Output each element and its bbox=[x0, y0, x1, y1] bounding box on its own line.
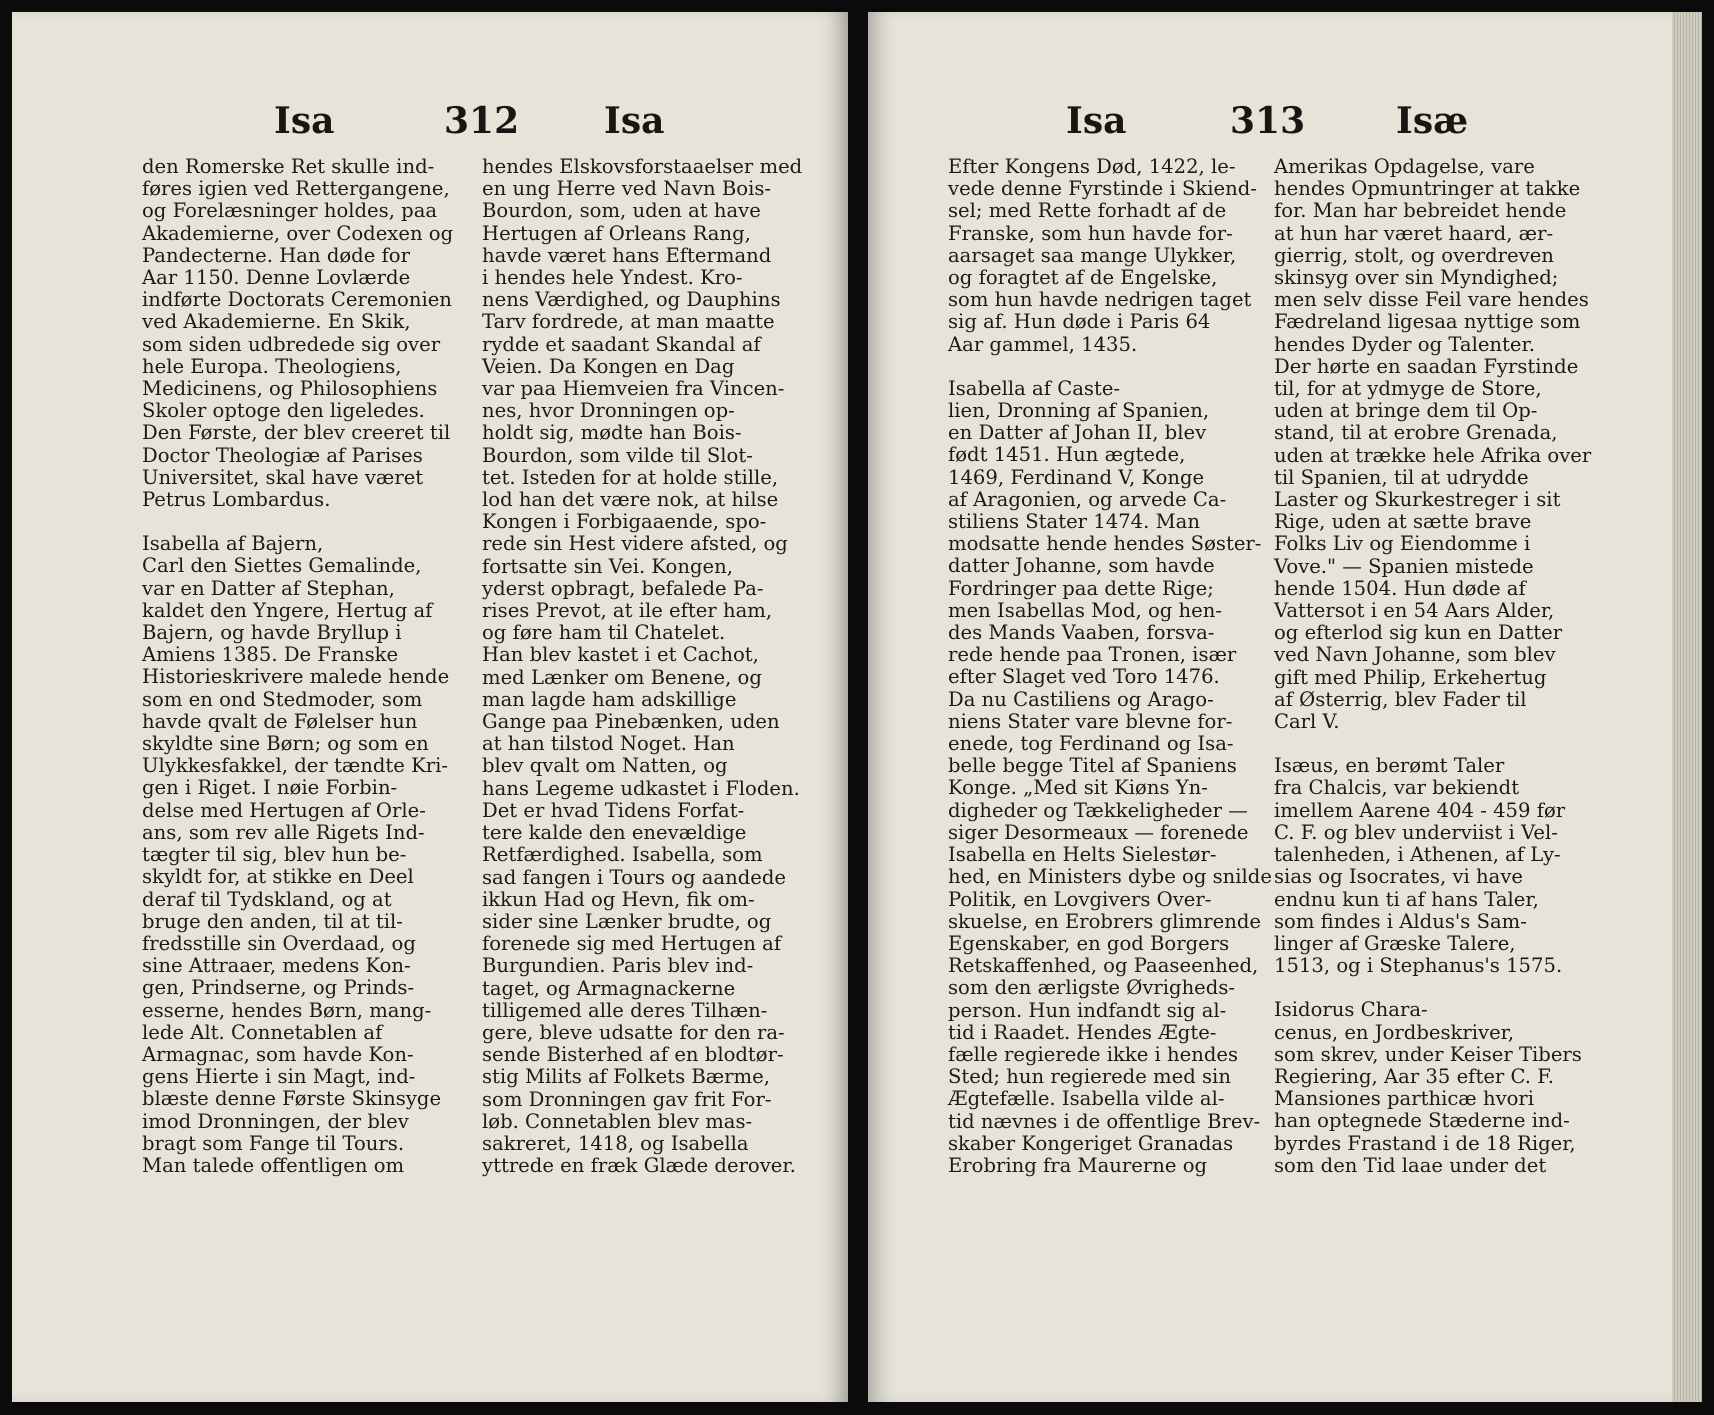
text-line: Kongen i Forbigaaende, spo- bbox=[482, 510, 767, 534]
text-line: som en ond Stedmoder, som bbox=[142, 687, 423, 711]
text-line: Den Første, der blev creeret til bbox=[142, 421, 451, 445]
text-line: sig af. Hun døde i Paris 64 bbox=[948, 310, 1211, 334]
text-line: 1513, og i Stephanus's 1575. bbox=[1274, 954, 1563, 978]
text-line: Bourdon, som, uden at have bbox=[482, 199, 761, 223]
text-line: Rige, uden at sætte brave bbox=[1274, 510, 1532, 534]
left-page-header-word-left: Isa bbox=[274, 100, 335, 142]
text-line: tet. Isteden for at holde stille, bbox=[482, 465, 779, 489]
text-line: modsatte hende hendes Søster- bbox=[948, 532, 1262, 556]
text-line: gens Hierte i sin Magt, ind- bbox=[142, 1065, 416, 1089]
left-page-number: 312 bbox=[444, 100, 520, 142]
text-line: Konge. „Med sit Kiøns Yn- bbox=[948, 776, 1208, 800]
text-line: havde qvalt de Følelser hun bbox=[142, 709, 418, 733]
text-line: blev qvalt om Natten, og bbox=[482, 754, 728, 778]
text-line: linger af Græske Talere, bbox=[1274, 931, 1516, 955]
text-line: Fædreland ligesaa nyttige som bbox=[1274, 310, 1581, 334]
text-line: Bourdon, som vilde til Slot- bbox=[482, 443, 753, 467]
text-line: taget, og Armagnackerne bbox=[482, 976, 736, 1000]
text-line: sider sine Lænker brudte, og bbox=[482, 909, 772, 933]
text-line: skuelse, en Erobrers glimrende bbox=[948, 909, 1261, 933]
text-line: siger Desormeaux — forenede bbox=[948, 820, 1249, 844]
text-line: belle begge Titel af Spaniens bbox=[948, 754, 1237, 778]
text-line: yderst opbragt, befalede Pa- bbox=[482, 576, 764, 600]
text-line: stand, til at erobre Grenada, bbox=[1274, 421, 1558, 445]
text-line: vede denne Fyrstinde i Skiend- bbox=[948, 177, 1257, 201]
text-line: skinsyg over sin Myndighed; bbox=[1274, 266, 1559, 290]
text-line: yttrede en fræk Glæde derover. bbox=[482, 1154, 796, 1178]
text-line: Tarv fordrede, at man maatte bbox=[482, 310, 775, 334]
text-line: han optegnede Stæderne ind- bbox=[1274, 1109, 1570, 1133]
text-line: skyldte sine Børn; og som en bbox=[142, 732, 429, 756]
text-line: fortsatte sin Vei. Kongen, bbox=[482, 554, 733, 578]
text-line: Ulykkesfakkel, der tændte Kri- bbox=[142, 754, 449, 778]
text-line: byrdes Frastand i de 18 Riger, bbox=[1274, 1131, 1576, 1155]
text-line: imod Dronningen, der blev bbox=[142, 1109, 409, 1133]
text-line: Hertugen af Orleans Rang, bbox=[482, 221, 751, 245]
text-line: kaldet den Yngere, Hertug af bbox=[142, 598, 433, 622]
text-line: holdt sig, mødte han Bois- bbox=[482, 421, 742, 445]
text-line: gen i Riget. I nøie Forbin- bbox=[142, 776, 398, 800]
text-line: uden at trække hele Afrika over bbox=[1274, 443, 1592, 467]
left-page bbox=[12, 12, 848, 1402]
right-page-header-word-left: Isa bbox=[1066, 100, 1127, 142]
text-line: esserne, hendes Børn, mang- bbox=[142, 998, 432, 1022]
text-line: Efter Kongens Død, 1422, le- bbox=[948, 155, 1236, 178]
right-page-header-word-right: Isæ bbox=[1396, 100, 1469, 142]
text-line: i hendes hele Yndest. Kro- bbox=[482, 266, 743, 290]
text-line: des Mands Vaaben, forsva- bbox=[948, 621, 1215, 645]
text-line: som Dronningen gav frit For- bbox=[482, 1087, 772, 1111]
text-line: Veien. Da Kongen en Dag bbox=[482, 354, 735, 378]
text-line: efter Slaget ved Toro 1476. bbox=[948, 665, 1220, 689]
paragraph-gap bbox=[948, 356, 1248, 378]
text-line: som skrev, under Keiser Tibers bbox=[1274, 1042, 1582, 1066]
text-line: Carl V. bbox=[1274, 710, 1340, 734]
text-line: Gange paa Pinebænken, uden bbox=[482, 710, 780, 734]
text-line: rede sin Hest videre afsted, og bbox=[482, 532, 788, 556]
text-line: Politik, en Lovgivers Over- bbox=[948, 887, 1212, 911]
text-line: cenus, en Jordbeskriver, bbox=[1274, 1020, 1515, 1044]
left-page-column-1 bbox=[142, 155, 454, 1177]
text-line: til, for at ydmyge de Store, bbox=[1274, 377, 1542, 401]
text-line: digheder og Tækkeligheder — bbox=[948, 798, 1248, 822]
text-line: gere, bleve udsatte for den ra- bbox=[482, 1020, 785, 1044]
text-line: 1469, Ferdinand V, Konge bbox=[948, 465, 1205, 489]
text-line: Der hørte en saadan Fyrstinde bbox=[1274, 354, 1579, 378]
text-line: rises Prevot, at ile efter ham, bbox=[482, 599, 773, 623]
text-line: Doctor Theologiæ af Parises bbox=[142, 443, 423, 467]
text-line: sende Bisterhed af en blodtør- bbox=[482, 1043, 784, 1067]
text-line: Aar gammel, 1435. bbox=[948, 332, 1138, 356]
text-line: Isabella en Helts Sielestør- bbox=[948, 843, 1217, 867]
text-line: sine Attraaer, medens Kon- bbox=[142, 954, 411, 978]
text-line: lien, Dronning af Spanien, bbox=[948, 399, 1210, 423]
text-line: Aar 1150. Denne Lovlærde bbox=[142, 266, 411, 290]
text-line: Erobring fra Maurerne og bbox=[948, 1153, 1208, 1177]
text-line: hed, en Ministers dybe og snilde bbox=[948, 865, 1272, 889]
text-line: som siden udbredede sig over bbox=[142, 332, 441, 356]
text-line: Isabella af Bajern, bbox=[142, 532, 324, 556]
text-line: bragt som Fange til Tours. bbox=[142, 1131, 405, 1155]
text-line: føres igien ved Rettergangene, bbox=[142, 177, 450, 201]
text-line: sel; med Rette forhadt af de bbox=[948, 199, 1227, 223]
text-line: og foragtet af de Engelske, bbox=[948, 266, 1218, 290]
text-line: bruge den anden, til at til- bbox=[142, 909, 403, 933]
text-line: sakreret, 1418, og Isabella bbox=[482, 1131, 749, 1155]
text-line: men selv disse Feil vare hendes bbox=[1274, 288, 1589, 312]
text-line: deraf til Tydskland, og at bbox=[142, 887, 392, 911]
text-line: Burgundien. Paris blev ind- bbox=[482, 954, 754, 978]
text-line: blæste denne Første Skinsyge bbox=[142, 1087, 442, 1111]
text-line: Isabella af Caste- bbox=[948, 376, 1121, 400]
text-line: Pandecterne. Han døde for bbox=[142, 243, 410, 267]
text-line: og Forelæsninger holdes, paa bbox=[142, 199, 438, 223]
text-line: Han blev kastet i et Cachot, bbox=[482, 643, 759, 667]
text-line: Ægtefælle. Isabella vilde al- bbox=[948, 1087, 1225, 1111]
text-line: til Spanien, til at udrydde bbox=[1274, 465, 1529, 489]
text-line: hende 1504. Hun døde af bbox=[1274, 576, 1526, 600]
text-line: delse med Hertugen af Orle- bbox=[142, 798, 426, 822]
text-line: tid i Raadet. Hendes Ægte- bbox=[948, 1020, 1217, 1044]
left-page-column-2 bbox=[482, 155, 803, 1178]
text-line: Retfærdighed. Isabella, som bbox=[482, 843, 763, 867]
text-line: Fordringer paa dette Rige; bbox=[948, 576, 1214, 600]
text-line: som den Tid laae under det bbox=[1274, 1153, 1547, 1177]
text-line: rede hende paa Tronen, især bbox=[948, 643, 1237, 667]
text-line: Sted; hun regierede med sin bbox=[948, 1065, 1231, 1089]
text-line: Isidorus Chara- bbox=[1274, 998, 1428, 1022]
paragraph-gap bbox=[142, 511, 442, 533]
text-line: fælle regierede ikke i hendes bbox=[948, 1042, 1239, 1066]
text-line: enede, tog Ferdinand og Isa- bbox=[948, 732, 1234, 756]
text-line: stig Milits af Folkets Bærme, bbox=[482, 1065, 770, 1089]
text-line: Det er hvad Tidens Forfat- bbox=[482, 798, 745, 822]
text-line: uden at bringe dem til Op- bbox=[1274, 399, 1538, 423]
text-line: en Datter af Johan II, blev bbox=[948, 421, 1207, 445]
text-line: ved Navn Johanne, som blev bbox=[1274, 643, 1556, 667]
text-line: for. Man har bebreidet hende bbox=[1274, 199, 1567, 223]
text-line: at han tilstod Noget. Han bbox=[482, 732, 735, 756]
text-line: Franske, som hun havde for- bbox=[948, 221, 1233, 245]
text-line: hendes Elskovsforstaaelser med bbox=[482, 155, 803, 178]
text-line: man lagde ham adskillige bbox=[482, 687, 737, 711]
text-line: og efterlod sig kun en Datter bbox=[1274, 621, 1563, 645]
right-page bbox=[868, 12, 1702, 1402]
book-gutter bbox=[848, 12, 868, 1402]
paragraph-gap bbox=[1274, 733, 1580, 755]
text-line: og føre ham til Chatelet. bbox=[482, 621, 726, 645]
text-line: tilligemed alle deres Tilhæn- bbox=[482, 998, 768, 1022]
text-line: person. Hun indfandt sig al- bbox=[948, 998, 1227, 1022]
text-line: stiliens Stater 1474. Man bbox=[948, 510, 1200, 534]
text-line: niens Stater vare blevne for- bbox=[948, 709, 1233, 733]
text-line: fra Chalcis, var bekiendt bbox=[1274, 776, 1520, 800]
text-line: aarsaget saa mange Ulykker, bbox=[948, 243, 1237, 267]
text-line: Medicinens, og Philosophiens bbox=[142, 377, 438, 401]
text-line: C. F. og blev underviist i Vel- bbox=[1274, 820, 1558, 844]
text-line: men Isabellas Mod, og hen- bbox=[948, 598, 1223, 622]
text-line: endnu kun ti af hans Taler, bbox=[1274, 887, 1539, 911]
text-line: gift med Philip, Erkehertug bbox=[1274, 665, 1547, 689]
text-line: hendes Dyder og Talenter. bbox=[1274, 332, 1535, 356]
right-page-number: 313 bbox=[1230, 100, 1306, 142]
text-line: Bajern, og havde Bryllup i bbox=[142, 621, 402, 645]
text-line: Vove." — Spanien mistede bbox=[1274, 554, 1534, 578]
left-page-header-word-right: Isa bbox=[604, 100, 665, 142]
right-page-column-2 bbox=[1274, 155, 1592, 1177]
text-line: Isæus, en berømt Taler bbox=[1274, 754, 1505, 778]
text-line: rydde et saadant Skandal af bbox=[482, 332, 761, 356]
text-line: den Romerske Ret skulle ind- bbox=[142, 155, 435, 178]
text-line: af Aragonien, og arvede Ca- bbox=[948, 487, 1227, 511]
text-line: Vattersot i en 54 Aars Alder, bbox=[1274, 599, 1555, 623]
text-line: Laster og Skurkestreger i sit bbox=[1274, 488, 1561, 512]
text-line: Retskaffenhed, og Paaseenhed, bbox=[948, 954, 1259, 978]
text-line: løb. Connetablen blev mas- bbox=[482, 1109, 753, 1133]
text-line: tere kalde den enevældige bbox=[482, 821, 747, 845]
text-line: gen, Prindserne, og Prinds- bbox=[142, 976, 415, 1000]
text-line: Mansiones parthicæ hvori bbox=[1274, 1087, 1535, 1111]
text-line: Folks Liv og Eiendomme i bbox=[1274, 532, 1531, 556]
text-line: nes, hvor Dronningen op- bbox=[482, 399, 735, 423]
text-line: Egenskaber, en god Borgers bbox=[948, 931, 1230, 955]
text-line: Historieskrivere malede hende bbox=[142, 665, 450, 689]
text-line: havde været hans Eftermand bbox=[482, 243, 772, 267]
text-line: tægter til sig, blev hun be- bbox=[142, 843, 407, 867]
text-line: indførte Doctorats Ceremonien bbox=[142, 288, 452, 312]
text-line: som den ærligste Øvrigheds- bbox=[948, 976, 1235, 1000]
text-line: lod han det være nok, at hilse bbox=[482, 488, 779, 512]
text-line: imellem Aarene 404 - 459 før bbox=[1274, 798, 1566, 822]
right-page-column-1 bbox=[948, 155, 1272, 1177]
text-line: Carl den Siettes Gemalinde, bbox=[142, 554, 422, 578]
text-line: nens Værdighed, og Dauphins bbox=[482, 288, 781, 312]
text-line: Akademierne, over Codexen og bbox=[142, 221, 454, 245]
text-line: af Østerrig, blev Fader til bbox=[1274, 687, 1527, 711]
text-line: skaber Kongeriget Granadas bbox=[948, 1131, 1234, 1155]
text-line: med Lænker om Benene, og bbox=[482, 665, 762, 689]
text-line: ved Akademierne. En Skik, bbox=[142, 310, 411, 334]
text-line: Petrus Lombardus. bbox=[142, 488, 331, 512]
text-line: som hun havde nedrigen taget bbox=[948, 288, 1252, 312]
text-line: forenede sig med Hertugen af bbox=[482, 932, 782, 956]
text-line: Armagnac, som havde Kon- bbox=[142, 1042, 414, 1066]
text-line: Man talede offentligen om bbox=[142, 1153, 405, 1177]
text-line: sad fangen i Tours og aandede bbox=[482, 865, 786, 889]
text-line: hele Europa. Theologiens, bbox=[142, 354, 402, 378]
text-line: datter Johanne, som havde bbox=[948, 554, 1215, 578]
text-line: skyldt for, at stikke en Deel bbox=[142, 865, 414, 889]
text-line: ans, som rev alle Rigets Ind- bbox=[142, 820, 425, 844]
text-line: lede Alt. Connetablen af bbox=[142, 1020, 383, 1044]
text-line: Regiering, Aar 35 efter C. F. bbox=[1274, 1064, 1555, 1088]
text-line: Skoler optoge den ligeledes. bbox=[142, 399, 425, 423]
text-line: Da nu Castiliens og Arago- bbox=[948, 687, 1214, 711]
text-line: hendes Opmuntringer at takke bbox=[1274, 177, 1581, 201]
text-line: tid nævnes i de offentlige Brev- bbox=[948, 1109, 1261, 1133]
text-line: ikkun Had og Hevn, fik om- bbox=[482, 887, 755, 911]
text-line: Amiens 1385. De Franske bbox=[142, 643, 399, 667]
text-line: Universitet, skal have været bbox=[142, 465, 424, 489]
text-line: født 1451. Hun ægtede, bbox=[948, 443, 1186, 467]
text-line: Amerikas Opdagelse, vare bbox=[1274, 155, 1535, 178]
text-line: talenheden, i Athenen, af Ly- bbox=[1274, 843, 1561, 867]
text-line: hans Legeme udkastet i Floden. bbox=[482, 776, 800, 800]
text-line: var paa Hiemveien fra Vincen- bbox=[482, 377, 785, 401]
text-line: fredsstille sin Overdaad, og bbox=[142, 931, 416, 955]
text-line: var en Datter af Stephan, bbox=[142, 576, 395, 600]
text-line: som findes i Aldus's Sam- bbox=[1274, 909, 1527, 933]
text-line: at hun har været haard, ær- bbox=[1274, 221, 1554, 245]
paragraph-gap bbox=[1274, 977, 1580, 999]
text-line: en ung Herre ved Navn Bois- bbox=[482, 177, 772, 201]
text-line: sias og Isocrates, vi have bbox=[1274, 865, 1523, 889]
text-line: gierrig, stolt, og overdreven bbox=[1274, 243, 1554, 267]
